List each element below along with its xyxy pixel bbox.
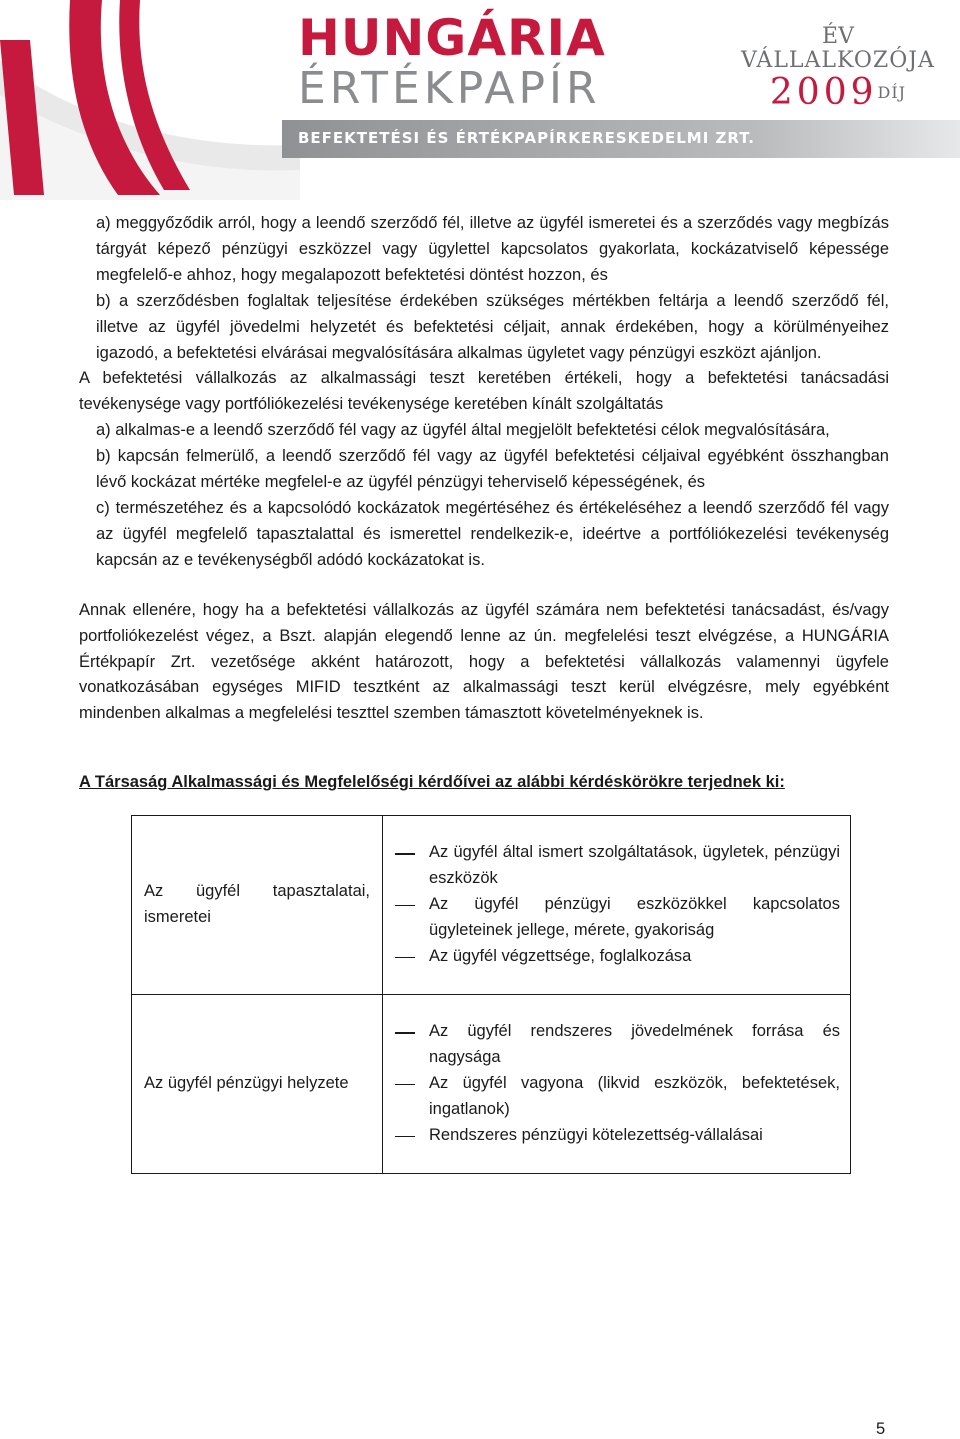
- table-row: [132, 995, 851, 1174]
- brand-tagline: BEFEKTETÉSI ÉS ÉRTÉKPAPÍRKERESKEDELMI ZRT.: [298, 129, 755, 147]
- brand-subtitle: ÉRTÉKPAPÍR: [298, 63, 601, 114]
- paragraph-criterion-a: a) alkalmas-e a leendő szerződő fél vagy az ügyfél által megjelölt befektetési célok megvalósítására,: [96, 421, 830, 440]
- dash-list: [383, 840, 840, 970]
- dash-list: [383, 1019, 840, 1149]
- page-number: 5: [876, 1420, 886, 1438]
- table-row: [132, 816, 851, 995]
- page-header: [0, 0, 960, 200]
- spacer: [79, 574, 889, 598]
- award-suffix: DÍJ: [877, 83, 907, 102]
- list-item: Az ügyfél vagyona (likvid eszközök, befektetések, ingatlanok): [383, 1071, 840, 1123]
- spacer: [79, 727, 889, 770]
- award-badge: [738, 26, 938, 112]
- row-items-cell: [383, 995, 851, 1174]
- row-label: Az ügyfél tapasztalatai, ismeretei: [132, 816, 383, 995]
- list-item: Az ügyfél által ismert szolgáltatások, ügyletek, pénzügyi eszközök: [383, 840, 840, 892]
- award-line2: VÁLLALKOZÓJA: [741, 48, 935, 73]
- list-item: Rendszeres pénzügyi kötelezettség-vállalásai: [383, 1123, 840, 1149]
- paragraph-a: a) meggyőződik arról, hogy a leendő szerződő fél, illetve az ügyfél ismeretei és a szerződés vagy megbízás tárgyát képező pénzügyi eszközzel vagy ügylettel kapcsolatos gyakorlata, kockázatviselő képessége megfelelő-e ahhoz, hogy megalapozott befektetési döntést hozzon, és: [96, 214, 889, 284]
- row-label: Az ügyfél pénzügyi helyzete: [132, 995, 383, 1174]
- document-body: [79, 211, 889, 1174]
- award-year-line: [738, 74, 938, 112]
- brand-title: HUNGÁRIA: [298, 9, 606, 67]
- paragraph-criterion-b: b) kapcsán felmerülő, a leendő szerződő fél vagy az ügyfél befektetési céljaival egyébként összhangban lévő kockázat mértéke megfelel-e az ügyfél pénzügyi teherviselő képességének, és: [96, 447, 889, 492]
- list-item: Az ügyfél pénzügyi eszközökkel kapcsolatos ügyleteinek jellege, mérete, gyakoriság: [383, 892, 840, 944]
- paragraph-suitability-test: A befektetési vállalkozás az alkalmassági teszt keretében értékeli, hogy a befektetési tanácsadási tevékenysége vagy portfóliókezelési tevékenysége keretében kínált szolgáltatás: [79, 369, 889, 414]
- brand-logo-swoosh: [0, 0, 300, 200]
- award-line1: ÉV: [822, 24, 854, 49]
- row-items-cell: [383, 816, 851, 995]
- paragraph-mifid: Annak ellenére, hogy ha a befektetési vállalkozás az ügyfél számára nem befektetési tanácsadást, és/vagy portfoliókezelést végez, a Bszt. alapján elegendő lenne az ún. megfelelési teszt elvégzése, a HUNGÁRIA Értékpapír Zrt. vezetősége akként határozott, hogy a befektetési vállalkozás valamennyi ügyfele vonatkozásában egységes MIFID tesztként az alkalmassági teszt kerül elvégzésre, mely egyébként mindenben alkalmas a megfelelési teszttel szemben támasztott követelményeknek is.: [79, 600, 889, 723]
- list-item: Az ügyfél rendszeres jövedelmének forrása és nagysága: [383, 1019, 840, 1071]
- questionnaire-table: [131, 815, 851, 1174]
- award-year: 2009: [769, 72, 878, 113]
- section-heading: A Társaság Alkalmassági és Megfelelőségi kérdőívei az alábbi kérdéskörökre terjednek ki:: [79, 773, 785, 792]
- paragraph-b: b) a szerződésben foglaltak teljesítése érdekében szükséges mértékben feltárja a leendő szerződő fél, illetve az ügyfél jövedelmi helyzetét és befektetési céljait, annak érdekében, hogy a körülményeihez igazodó, a befektetési elvárásai megvalósítására alkalmas ügyletet vagy pénzügyi eszközt ajánljon.: [96, 291, 889, 362]
- paragraph-criterion-c: c) természetéhez és a kapcsolódó kockázatok megértéséhez és értékeléséhez a leendő szerződő fél vagy az ügyfél megfelelő tapasztalattal és ismerettel rendelkezik-e, ideértve a portfóliókezelési tevékenység kapcsán az e tevékenységből adódó kockázatokat is.: [96, 498, 889, 569]
- list-item: Az ügyfél végzettsége, foglalkozása: [383, 944, 840, 970]
